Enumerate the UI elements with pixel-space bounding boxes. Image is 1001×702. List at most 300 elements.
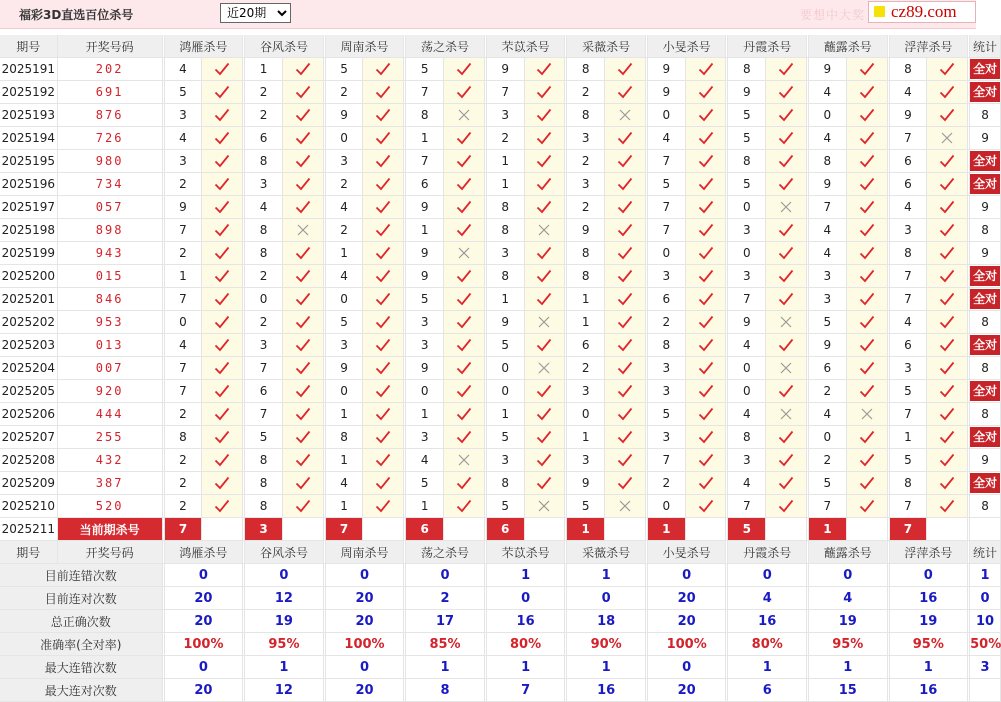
- hit-mark: [766, 265, 807, 288]
- kill-digit: 3: [164, 104, 202, 127]
- header-killer: 谷风杀号: [245, 35, 324, 58]
- header-draw-number: 开奖号码: [57, 541, 162, 564]
- check-icon: [859, 453, 875, 467]
- check-icon: [617, 407, 633, 421]
- hit-mark: [444, 219, 485, 242]
- hit-mark: [846, 219, 887, 242]
- hit-mark: [766, 426, 807, 449]
- hit-mark: [685, 357, 726, 380]
- current-kill-blank: [766, 518, 807, 541]
- kill-digit: 7: [889, 495, 927, 518]
- hit-mark: [444, 173, 485, 196]
- kill-digit: 4: [325, 265, 363, 288]
- check-icon: [778, 246, 794, 260]
- header-stats: 统计: [970, 541, 1001, 564]
- header-killer: 谷风杀号: [245, 541, 324, 564]
- summary-value: 90%: [567, 633, 646, 656]
- check-icon: [617, 177, 633, 191]
- kill-digit: 5: [809, 311, 847, 334]
- summary-value: 16: [486, 610, 565, 633]
- kill-digit: 4: [728, 403, 766, 426]
- check-icon: [536, 338, 552, 352]
- hit-mark: [927, 357, 968, 380]
- hit-mark: [444, 81, 485, 104]
- kill-digit: 9: [809, 173, 847, 196]
- kill-digit: 7: [889, 127, 927, 150]
- kill-digit: 5: [486, 334, 524, 357]
- hit-mark: [927, 196, 968, 219]
- kill-digit: 5: [647, 403, 685, 426]
- kill-digit: 9: [647, 58, 685, 81]
- check-icon: [295, 200, 311, 214]
- summary-value: 0: [809, 564, 888, 587]
- hit-mark: [282, 357, 323, 380]
- kill-digit: 4: [889, 81, 927, 104]
- summary-value: 95%: [245, 633, 324, 656]
- hit-mark: [685, 311, 726, 334]
- check-icon: [214, 85, 230, 99]
- summary-value: 0: [647, 656, 726, 679]
- hit-mark: [685, 426, 726, 449]
- check-icon: [859, 131, 875, 145]
- draw-number: 444: [57, 403, 162, 426]
- check-icon: [698, 62, 714, 76]
- kill-number-table: [0, 35, 1001, 702]
- summary-value: 100%: [164, 633, 243, 656]
- kill-digit: 3: [486, 242, 524, 265]
- check-icon: [456, 85, 472, 99]
- hit-mark: [927, 449, 968, 472]
- kill-digit: 5: [406, 472, 444, 495]
- hit-mark: [202, 265, 243, 288]
- hit-mark: [927, 495, 968, 518]
- check-icon: [295, 177, 311, 191]
- hit-mark: [846, 472, 887, 495]
- issue-number: 2025205: [0, 380, 57, 403]
- kill-digit: 7: [889, 403, 927, 426]
- vip-promo-text[interactable]: 要想中大奖: [800, 8, 866, 22]
- kill-digit: 6: [889, 150, 927, 173]
- check-icon: [617, 338, 633, 352]
- hit-mark: [685, 242, 726, 265]
- hit-mark: [444, 472, 485, 495]
- hit-mark: [282, 472, 323, 495]
- hit-mark: [846, 58, 887, 81]
- issue-number: 2025196: [0, 173, 57, 196]
- check-icon: [939, 315, 955, 329]
- check-icon: [617, 430, 633, 444]
- hit-mark: [363, 150, 404, 173]
- cross-icon: [941, 132, 953, 144]
- summary-stat: 3: [970, 656, 1001, 679]
- kill-digit: 3: [406, 426, 444, 449]
- row-stat: 8: [970, 104, 1001, 127]
- kill-digit: 2: [486, 127, 524, 150]
- check-icon: [939, 407, 955, 421]
- kill-digit: 2: [164, 472, 202, 495]
- hit-mark: [605, 334, 646, 357]
- hit-mark: [605, 127, 646, 150]
- all-correct-badge: 全对: [970, 335, 1000, 355]
- kill-digit: 2: [809, 380, 847, 403]
- hit-mark: [766, 242, 807, 265]
- kill-digit: 7: [647, 196, 685, 219]
- draw-number: 255: [57, 426, 162, 449]
- current-kill-digit: 6: [406, 518, 444, 541]
- kill-digit: 0: [809, 426, 847, 449]
- hit-mark: [363, 219, 404, 242]
- kill-digit: 2: [164, 173, 202, 196]
- check-icon: [939, 338, 955, 352]
- check-icon: [456, 177, 472, 191]
- page-title: 福彩3D直选百位杀号: [19, 8, 134, 22]
- cross-icon: [458, 247, 470, 259]
- hit-mark: [766, 449, 807, 472]
- check-icon: [617, 292, 633, 306]
- summary-value: 20: [647, 587, 726, 610]
- hit-mark: [927, 242, 968, 265]
- check-icon: [456, 62, 472, 76]
- check-icon: [295, 453, 311, 467]
- issue-number: 2025192: [0, 81, 57, 104]
- check-icon: [214, 315, 230, 329]
- kill-digit: 5: [406, 288, 444, 311]
- current-issue-row: [0, 518, 1001, 541]
- summary-value: 18: [567, 610, 646, 633]
- hit-mark: [846, 380, 887, 403]
- summary-row: [0, 564, 1001, 587]
- check-icon: [375, 384, 391, 398]
- hit-mark: [685, 265, 726, 288]
- check-icon: [778, 292, 794, 306]
- check-icon: [536, 85, 552, 99]
- hit-mark: [363, 265, 404, 288]
- kill-digit: 3: [728, 449, 766, 472]
- kill-digit: 7: [486, 81, 524, 104]
- kill-digit: 2: [245, 104, 283, 127]
- check-icon: [536, 407, 552, 421]
- hit-mark: [766, 173, 807, 196]
- check-icon: [698, 200, 714, 214]
- hit-mark: [846, 173, 887, 196]
- kill-digit: 8: [567, 104, 605, 127]
- hit-mark: [605, 81, 646, 104]
- check-icon: [859, 154, 875, 168]
- current-kill-blank: [524, 518, 565, 541]
- check-icon: [939, 361, 955, 375]
- header-killer: 采薇杀号: [567, 541, 646, 564]
- hit-mark: [766, 81, 807, 104]
- hit-mark: [685, 127, 726, 150]
- hit-mark: [363, 449, 404, 472]
- hit-mark: [202, 81, 243, 104]
- check-icon: [456, 315, 472, 329]
- kill-digit: 7: [245, 357, 283, 380]
- draw-number: 015: [57, 265, 162, 288]
- hit-mark: [524, 449, 565, 472]
- check-icon: [295, 269, 311, 283]
- kill-digit: 2: [164, 449, 202, 472]
- hit-mark: [444, 150, 485, 173]
- cross-icon: [861, 408, 873, 420]
- current-kill-blank: [605, 518, 646, 541]
- kill-digit: 8: [325, 426, 363, 449]
- hit-mark: [927, 58, 968, 81]
- check-icon: [698, 499, 714, 513]
- summary-value: 12: [245, 679, 324, 702]
- check-icon: [456, 499, 472, 513]
- check-icon: [375, 361, 391, 375]
- draw-number: 876: [57, 104, 162, 127]
- kill-digit: 1: [325, 495, 363, 518]
- kill-digit: 0: [245, 288, 283, 311]
- summary-value: 16: [889, 587, 968, 610]
- check-icon: [939, 62, 955, 76]
- hit-mark: [766, 380, 807, 403]
- check-icon: [698, 315, 714, 329]
- logo-square-icon: [874, 6, 885, 17]
- check-icon: [375, 407, 391, 421]
- row-stat: 8: [970, 219, 1001, 242]
- kill-digit: 1: [406, 127, 444, 150]
- cross-icon: [780, 201, 792, 213]
- check-icon: [536, 177, 552, 191]
- hit-mark: [605, 380, 646, 403]
- check-icon: [456, 223, 472, 237]
- kill-digit: 7: [164, 357, 202, 380]
- all-correct-badge: 全对: [970, 151, 1000, 171]
- draw-number: 734: [57, 173, 162, 196]
- summary-row: [0, 610, 1001, 633]
- hit-mark: [363, 58, 404, 81]
- kill-digit: 1: [406, 495, 444, 518]
- hit-mark: [927, 380, 968, 403]
- kill-digit: 6: [245, 380, 283, 403]
- draw-number: 980: [57, 150, 162, 173]
- header-killer: 小旻杀号: [647, 35, 726, 58]
- kill-digit: 9: [164, 196, 202, 219]
- site-logo[interactable]: [868, 1, 976, 23]
- kill-digit: 7: [406, 81, 444, 104]
- check-icon: [859, 200, 875, 214]
- kill-digit: 3: [647, 426, 685, 449]
- kill-digit: 2: [567, 150, 605, 173]
- row-stat: 9: [970, 242, 1001, 265]
- hit-mark: [846, 495, 887, 518]
- summary-label: 准确率(全对率): [0, 633, 162, 656]
- hit-mark: [363, 426, 404, 449]
- miss-mark: [282, 219, 323, 242]
- table-header-row: [0, 35, 1001, 58]
- check-icon: [375, 292, 391, 306]
- check-icon: [375, 338, 391, 352]
- table-row: [0, 403, 1001, 426]
- kill-digit: 3: [567, 173, 605, 196]
- hit-mark: [282, 403, 323, 426]
- hit-mark: [282, 380, 323, 403]
- kill-digit: 2: [567, 196, 605, 219]
- summary-value: 19: [245, 610, 324, 633]
- row-stat: [970, 288, 1001, 311]
- check-icon: [536, 200, 552, 214]
- kill-digit: 7: [889, 288, 927, 311]
- draw-number: 057: [57, 196, 162, 219]
- hit-mark: [444, 311, 485, 334]
- header-killer: 蘸露杀号: [809, 541, 888, 564]
- kill-digit: 8: [245, 219, 283, 242]
- hit-mark: [282, 173, 323, 196]
- summary-value: 85%: [406, 633, 485, 656]
- kill-digit: 5: [809, 472, 847, 495]
- hit-mark: [202, 449, 243, 472]
- check-icon: [295, 154, 311, 168]
- header-issue: 期号: [0, 541, 57, 564]
- summary-value: 20: [325, 679, 404, 702]
- check-icon: [295, 108, 311, 122]
- check-icon: [617, 223, 633, 237]
- kill-digit: 9: [406, 196, 444, 219]
- hit-mark: [846, 288, 887, 311]
- summary-stat: 10: [970, 610, 1001, 633]
- all-correct-badge: 全对: [970, 174, 1000, 194]
- check-icon: [698, 338, 714, 352]
- kill-digit: 2: [647, 311, 685, 334]
- check-icon: [456, 269, 472, 283]
- issue-number: 2025210: [0, 495, 57, 518]
- header-killer: 蘸露杀号: [809, 35, 888, 58]
- kill-digit: 4: [809, 242, 847, 265]
- check-icon: [295, 315, 311, 329]
- kill-digit: 3: [486, 104, 524, 127]
- hit-mark: [927, 472, 968, 495]
- all-correct-badge: 全对: [970, 289, 1000, 309]
- kill-digit: 5: [647, 173, 685, 196]
- kill-digit: 3: [567, 449, 605, 472]
- check-icon: [778, 499, 794, 513]
- check-icon: [617, 62, 633, 76]
- check-icon: [939, 200, 955, 214]
- hit-mark: [363, 403, 404, 426]
- kill-digit: 1: [486, 150, 524, 173]
- kill-digit: 6: [406, 173, 444, 196]
- check-icon: [859, 223, 875, 237]
- kill-digit: 8: [245, 495, 283, 518]
- summary-label: 最大连错次数: [0, 656, 162, 679]
- check-icon: [214, 177, 230, 191]
- current-kill-blank: [685, 518, 726, 541]
- table-row: [0, 58, 1001, 81]
- hit-mark: [605, 311, 646, 334]
- kill-digit: 3: [486, 449, 524, 472]
- check-icon: [859, 384, 875, 398]
- kill-digit: 3: [406, 311, 444, 334]
- check-icon: [214, 200, 230, 214]
- kill-digit: 3: [325, 150, 363, 173]
- hit-mark: [363, 472, 404, 495]
- hit-mark: [524, 472, 565, 495]
- kill-digit: 5: [728, 127, 766, 150]
- header-killer: 荡之杀号: [406, 35, 485, 58]
- hit-mark: [444, 495, 485, 518]
- hit-mark: [524, 380, 565, 403]
- all-correct-badge: 全对: [970, 266, 1000, 286]
- summary-value: 1: [889, 656, 968, 679]
- kill-digit: 4: [406, 449, 444, 472]
- kill-digit: 9: [889, 104, 927, 127]
- draw-number: 920: [57, 380, 162, 403]
- kill-digit: 0: [728, 196, 766, 219]
- hit-mark: [605, 288, 646, 311]
- current-stat-blank: [970, 518, 1001, 541]
- summary-value: 16: [889, 679, 968, 702]
- summary-value: 17: [406, 610, 485, 633]
- kill-digit: 0: [567, 403, 605, 426]
- issue-number: 2025211: [0, 518, 57, 541]
- hit-mark: [282, 81, 323, 104]
- row-stat: [970, 334, 1001, 357]
- summary-value: 4: [809, 587, 888, 610]
- summary-value: 100%: [325, 633, 404, 656]
- hit-mark: [363, 127, 404, 150]
- hit-mark: [927, 265, 968, 288]
- kill-digit: 7: [809, 495, 847, 518]
- summary-row: [0, 656, 1001, 679]
- kill-digit: 0: [406, 380, 444, 403]
- hit-mark: [282, 495, 323, 518]
- hit-mark: [605, 265, 646, 288]
- summary-value: 1: [567, 564, 646, 587]
- check-icon: [295, 62, 311, 76]
- check-icon: [375, 223, 391, 237]
- draw-number: 013: [57, 334, 162, 357]
- check-icon: [617, 476, 633, 490]
- kill-digit: 9: [406, 242, 444, 265]
- hit-mark: [685, 173, 726, 196]
- all-correct-badge: 全对: [970, 381, 1000, 401]
- hit-mark: [282, 196, 323, 219]
- hit-mark: [927, 403, 968, 426]
- summary-value: 80%: [486, 633, 565, 656]
- header-killer: 小旻杀号: [647, 541, 726, 564]
- issue-number: 2025204: [0, 357, 57, 380]
- kill-digit: 9: [325, 104, 363, 127]
- summary-row: [0, 679, 1001, 702]
- hit-mark: [685, 495, 726, 518]
- current-kill-blank: [846, 518, 887, 541]
- hit-mark: [282, 426, 323, 449]
- summary-value: 19: [809, 610, 888, 633]
- period-select[interactable]: [220, 3, 291, 23]
- kill-digit: 9: [486, 58, 524, 81]
- summary-value: 2: [406, 587, 485, 610]
- hit-mark: [685, 403, 726, 426]
- kill-digit: 0: [647, 104, 685, 127]
- kill-digit: 8: [567, 265, 605, 288]
- kill-digit: 8: [245, 472, 283, 495]
- kill-digit: 3: [164, 150, 202, 173]
- kill-digit: 3: [325, 334, 363, 357]
- kill-digit: 7: [809, 196, 847, 219]
- miss-mark: [444, 449, 485, 472]
- check-icon: [617, 315, 633, 329]
- miss-mark: [524, 219, 565, 242]
- hit-mark: [363, 357, 404, 380]
- kill-digit: 8: [889, 472, 927, 495]
- cross-icon: [780, 316, 792, 328]
- issue-number: 2025199: [0, 242, 57, 265]
- check-icon: [859, 108, 875, 122]
- hit-mark: [282, 58, 323, 81]
